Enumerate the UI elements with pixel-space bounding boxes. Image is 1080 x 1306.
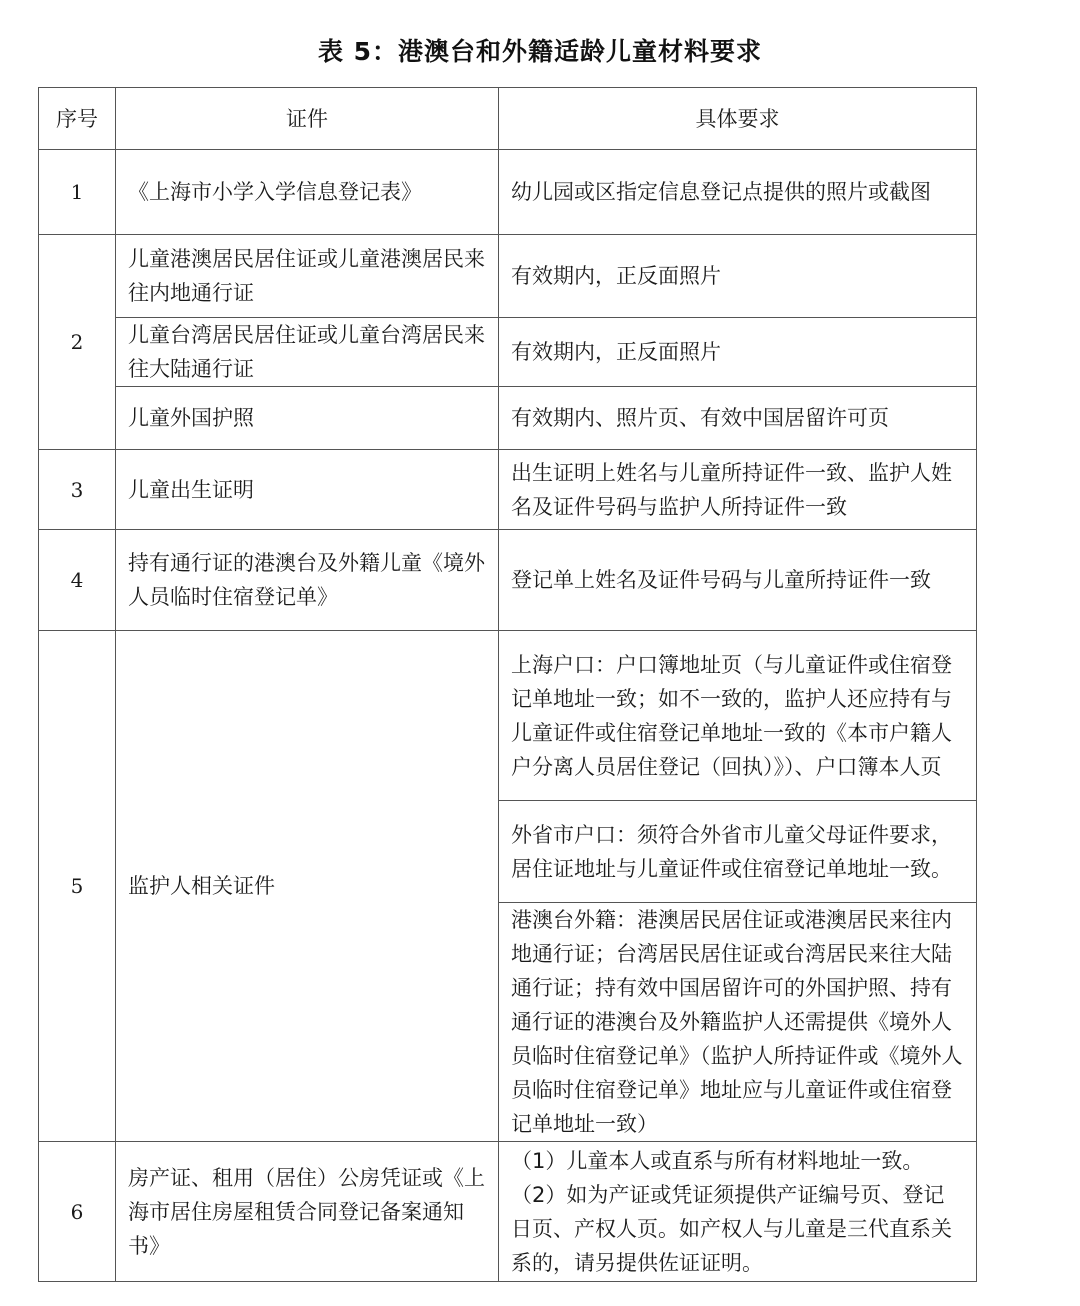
row-index: 5: [39, 631, 116, 1142]
table-row: [39, 235, 977, 318]
row-document: 儿童台湾居民居住证或儿童台湾居民来往大陆通行证: [116, 318, 499, 387]
table-row: [39, 530, 977, 631]
row-index: 6: [39, 1142, 116, 1282]
table-title: 表 5：港澳台和外籍适龄儿童材料要求: [317, 37, 763, 66]
row-requirement: 出生证明上姓名与儿童所持证件一致、监护人姓名及证件号码与监护人所持证件一致: [499, 450, 977, 530]
requirement-line: （1）儿童本人或直系与所有材料地址一致。: [511, 1148, 924, 1173]
row-document: 儿童港澳居民居住证或儿童港澳居民来往内地通行证: [116, 235, 499, 318]
table-subrow: [39, 318, 977, 387]
table-row: [39, 450, 977, 530]
row-document: 《上海市小学入学信息登记表》: [116, 150, 499, 235]
table-row: [39, 150, 977, 235]
header-index: 序号: [39, 88, 116, 150]
row-requirement: 登记单上姓名及证件号码与儿童所持证件一致: [499, 530, 977, 631]
header-requirement: 具体要求: [499, 88, 977, 150]
row-document: 房产证、租用（居住）公房凭证或《上海市居住房屋租赁合同登记备案通知书》: [116, 1142, 499, 1282]
header-document: 证件: [116, 88, 499, 150]
row-requirement: [499, 1142, 977, 1282]
requirements-table: [38, 87, 977, 1282]
table-row: [39, 1142, 977, 1282]
row-requirement: 港澳台外籍：港澳居民居住证或港澳居民来往内地通行证；台湾居民居住证或台湾居民来往大陆通行证；持有效中国居留许可的外国护照、持有通行证的港澳台及外籍监护人还需提供《境外人员临时住宿登记单》（监护人所持证件或《境外人员临时住宿登记单》地址应与儿童证件或住宿登记单地址一致）: [499, 903, 977, 1142]
table-header-row: [39, 88, 977, 150]
requirement-line: （2）如为产证或凭证须提供产证编号页、登记日页、产权人页。如产权人与儿童是三代直系关系的，请另提供佐证证明。: [511, 1182, 952, 1275]
row-requirement: 有效期内，正反面照片: [499, 235, 977, 318]
row-index: 1: [39, 150, 116, 235]
row-index: 2: [39, 235, 116, 450]
row-index: 3: [39, 450, 116, 530]
row-requirement: 幼儿园或区指定信息登记点提供的照片或截图: [499, 150, 977, 235]
row-requirement: 有效期内、照片页、有效中国居留许可页: [499, 387, 977, 450]
table-subrow: [39, 387, 977, 450]
requirements-table-container: [38, 87, 976, 1282]
row-document: 儿童外国护照: [116, 387, 499, 450]
row-document: 监护人相关证件: [116, 631, 499, 1142]
table-row: [39, 631, 977, 801]
row-document: 儿童出生证明: [116, 450, 499, 530]
row-document: 持有通行证的港澳台及外籍儿童《境外人员临时住宿登记单》: [116, 530, 499, 631]
row-requirement: 外省市户口：须符合外省市儿童父母证件要求，居住证地址与儿童证件或住宿登记单地址一致。: [499, 801, 977, 903]
row-requirement: 有效期内，正反面照片: [499, 318, 977, 387]
row-index: 4: [39, 530, 116, 631]
row-requirement: 上海户口：户口簿地址页（与儿童证件或住宿登记单地址一致；如不一致的，监护人还应持有与儿童证件或住宿登记单地址一致的《本市户籍人户分离人员居住登记（回执）》）、户口簿本人页: [499, 631, 977, 801]
